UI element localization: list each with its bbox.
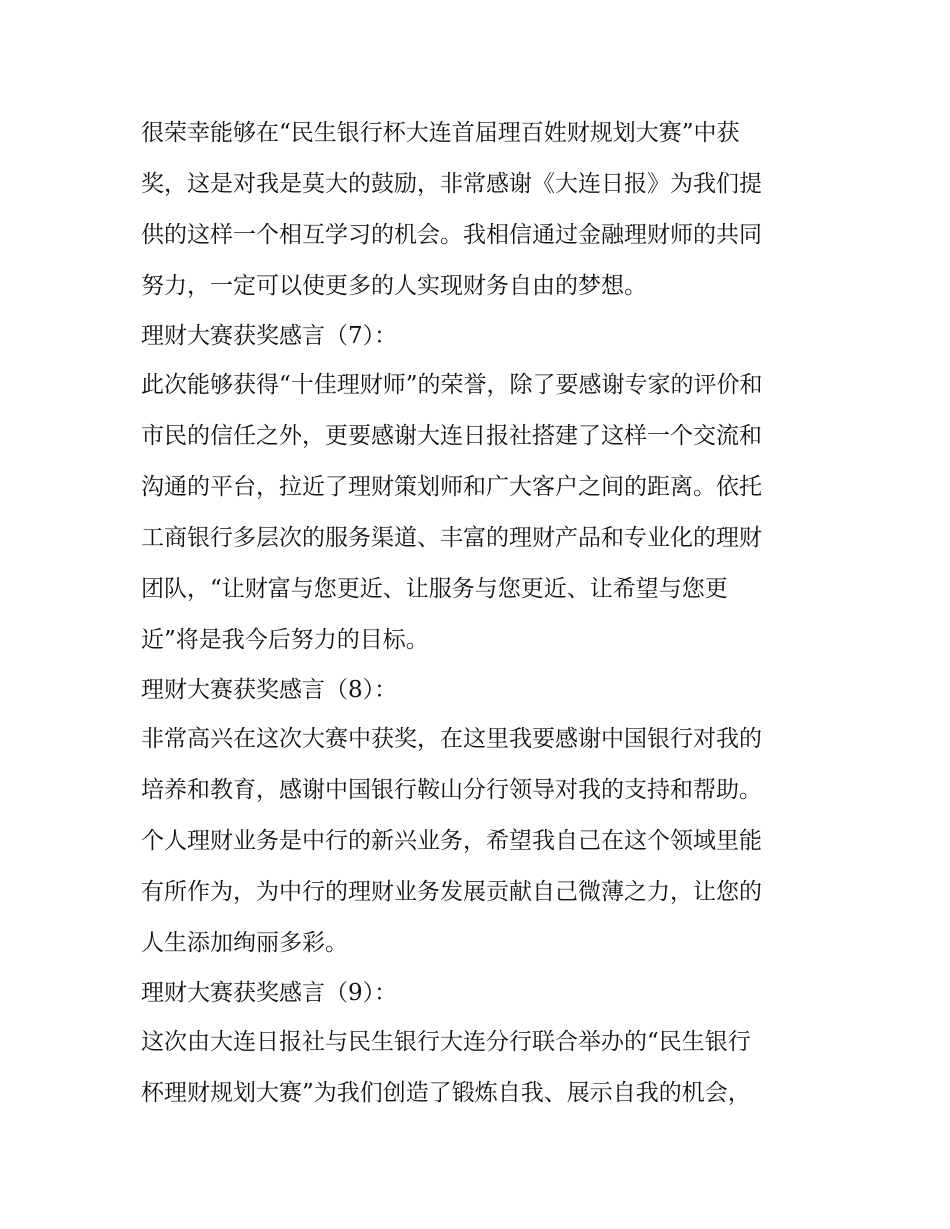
section-heading-8: 理财大赛获奖感言（8）： bbox=[141, 677, 398, 703]
paragraph-7 bbox=[141, 360, 821, 666]
section-heading-7: 理财大赛获奖感言（7）： bbox=[141, 323, 398, 349]
paragraph-line: 此次能够获得“十佳理财师”的荣誉，除了要感谢专家的评价和 bbox=[141, 372, 763, 398]
paragraph-line: 培养和教育，感谢中国银行鞍山分行领导对我的支持和帮助。 bbox=[141, 777, 762, 803]
paragraph-8 bbox=[141, 714, 821, 969]
paragraph-line: 非常高兴在这次大赛中获奖，在这里我要感谢中国银行对我的 bbox=[141, 726, 762, 752]
paragraph-line: 供的这样一个相互学习的机会。我相信通过金融理财师的共同 bbox=[141, 222, 762, 248]
paragraph-line: 市民的信任之外，更要感谢大连日报社搭建了这样一个交流和 bbox=[141, 423, 762, 449]
paragraph-line: 人生添加绚丽多彩。 bbox=[141, 930, 348, 956]
paragraph-intro bbox=[141, 108, 821, 312]
paragraph-9 bbox=[141, 1017, 821, 1119]
section-heading-9: 理财大赛获奖感言（9）： bbox=[141, 980, 398, 1006]
paragraph-line: 工商银行多层次的服务渠道、丰富的理财产品和专业化的理财 bbox=[141, 525, 762, 551]
paragraph-line: 沟通的平台，拉近了理财策划师和广大客户之间的距离。依托 bbox=[141, 474, 762, 500]
paragraph-line: 这次由大连日报社与民生银行大连分行联合举办的“民生银行 bbox=[141, 1029, 751, 1055]
paragraph-line: 个人理财业务是中行的新兴业务，希望我自己在这个领域里能 bbox=[141, 828, 762, 854]
paragraph-line: 杯理财规划大赛”为我们创造了锻炼自我、展示自我的机会， bbox=[141, 1080, 751, 1106]
paragraph-line: 努力，一定可以使更多的人实现财务自由的梦想。 bbox=[141, 273, 647, 299]
paragraph-line: 有所作为，为中行的理财业务发展贡献自己微薄之力，让您的 bbox=[141, 879, 762, 905]
paragraph-line: 团队，“让财富与您更近、让服务与您更近、让希望与您更 bbox=[141, 576, 728, 602]
paragraph-line: 很荣幸能够在“民生银行杯大连首届理百姓财规划大赛”中获 bbox=[141, 120, 740, 146]
paragraph-line: 近”将是我今后努力的目标。 bbox=[141, 627, 429, 653]
paragraph-line: 奖，这是对我是莫大的鼓励，非常感谢《大连日报》为我们提 bbox=[141, 171, 762, 197]
document-body bbox=[141, 108, 821, 1119]
